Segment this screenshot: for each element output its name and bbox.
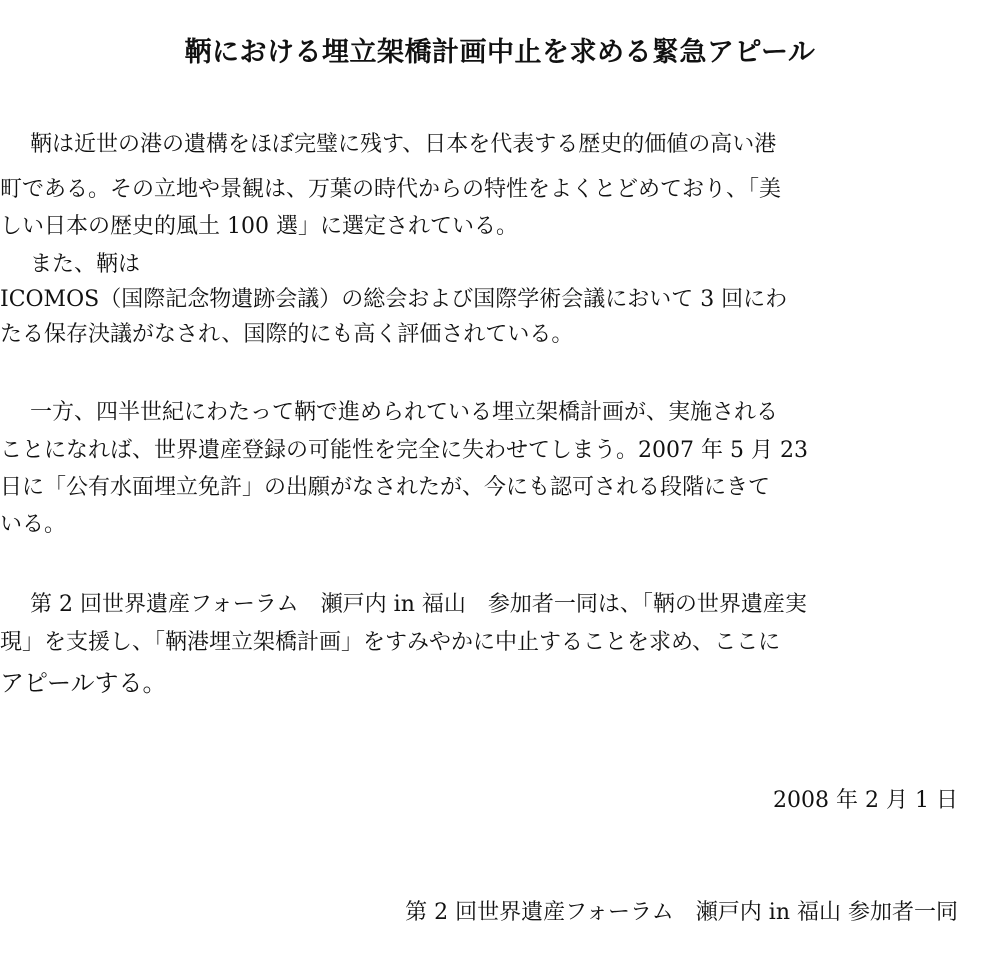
paragraph-1-line-3: しい日本の歴史的風土 100 選」に選定されている。 bbox=[0, 214, 518, 239]
paragraph-2-line-1: また、鞆は bbox=[30, 252, 141, 277]
paragraph-1-line-2: 町である。その立地や景観は、万葉の時代からの特性をよくとどめており、「美 bbox=[0, 177, 782, 202]
paragraph-2-line-3: たる保存決議がなされ、国際的にも高く評価されている。 bbox=[0, 322, 574, 347]
paragraph-4-line-3: アピールする。 bbox=[0, 669, 167, 697]
paragraph-3-line-2: ことになれば、世界遺産登録の可能性を完全に失わせてしまう。2007 年 5 月 23 bbox=[0, 438, 808, 463]
paragraph-3-line-1: 一方、四半世紀にわたって鞆で進められている埋立架橋計画が、実施される bbox=[30, 400, 779, 425]
paragraph-3-line-3: 日に「公有水面埋立免許」の出願がなされたが、今にも認可される段階にきて bbox=[0, 475, 771, 500]
paragraph-4-line-2: 現」を支援し、「鞆港埋立架橋計画」をすみやかに中止することを求め、ここに bbox=[0, 630, 781, 655]
document-title: 鞆における埋立架橋計画中止を求める緊急アピール bbox=[184, 37, 816, 68]
paragraph-4-line-1: 第 2 回世界遺産フォーラム 瀬戸内 in 福山 参加者一同は、「鞆の世界遺産実 bbox=[30, 592, 807, 617]
paragraph-3-line-4: いる。 bbox=[0, 512, 67, 537]
document-signature: 第 2 回世界遺産フォーラム 瀬戸内 in 福山 参加者一同 bbox=[405, 900, 958, 925]
paragraph-1-line-1: 鞆は近世の港の遺構をほぼ完璧に残す、日本を代表する歴史的価値の高い港 bbox=[30, 132, 777, 157]
document-date: 2008 年 2 月 1 日 bbox=[773, 788, 958, 813]
paragraph-2-line-2: ICOMOS（国際記念物遺跡会議）の総会および国際学術会議において 3 回にわ bbox=[0, 287, 788, 312]
